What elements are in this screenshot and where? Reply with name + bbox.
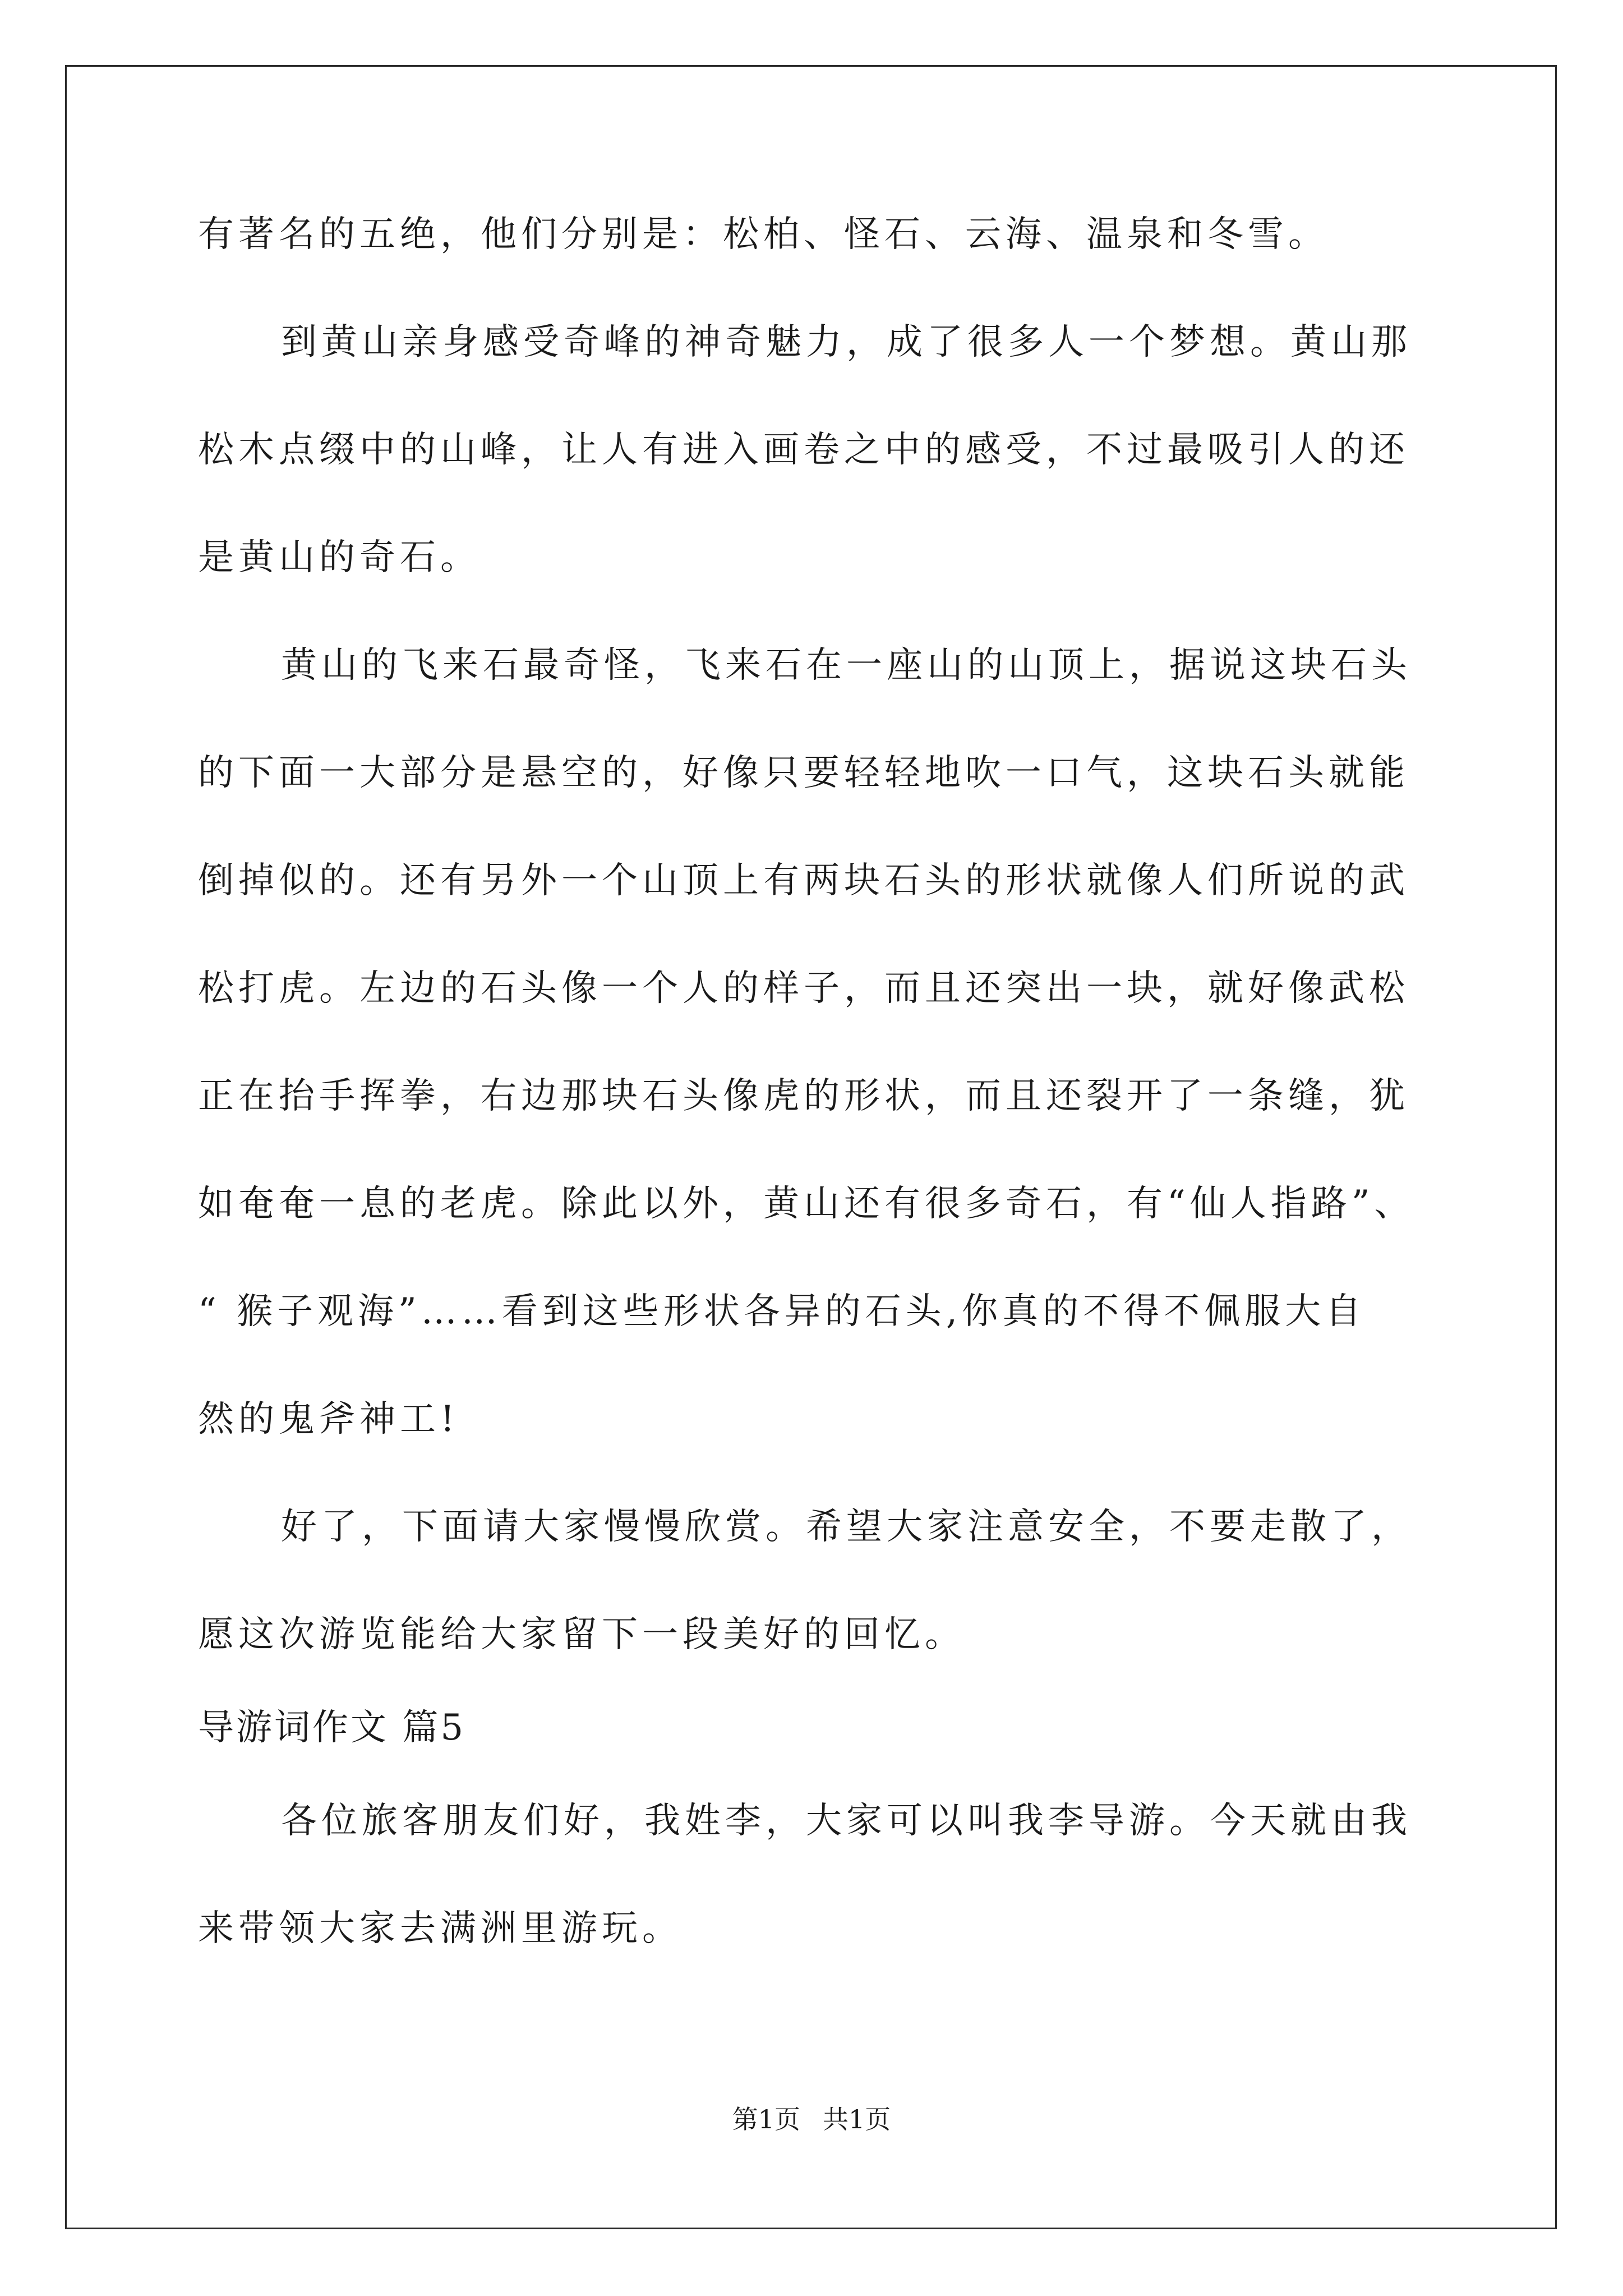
paragraph-line: “ 猴子观海”……看到这些形状各异的石头,你真的不得不佩服大自 — [198, 1291, 1366, 1332]
paragraph-line: 来带领大家去满洲里游玩。 — [198, 1908, 683, 1949]
paragraph-line: 如奄奄一息的老虎。除此以外，黄山还有很多奇石，有“仙人指路”、 — [198, 1183, 1415, 1225]
page-number: 第1页 — [732, 2104, 800, 2134]
paragraph-line: 然的鬼斧神工! — [198, 1398, 459, 1440]
paragraph-line: 各位旅客朋友们好，我姓李，大家可以叫我李导游。今天就由我 — [281, 1800, 1412, 1842]
paragraph-line: 黄山的飞来石最奇怪，飞来石在一座山的山顶上，据说这块石头 — [281, 645, 1412, 686]
paragraph-line: 正在抬手挥拳，右边那块石头像虎的形状，而且还裂开了一条缝，犹 — [198, 1075, 1409, 1117]
paragraph-line: 好了，下面请大家慢慢欣赏。希望大家注意安全，不要走散了， — [281, 1506, 1412, 1548]
paragraph-line: 的下面一大部分是悬空的，好像只要轻轻地吹一口气，这块石头就能 — [198, 752, 1409, 794]
page-footer — [0, 2102, 1623, 2136]
paragraph-line: 倒掉似的。还有另外一个山顶上有两块石头的形状就像人们所说的武 — [198, 860, 1409, 901]
paragraph-line: 是黄山的奇石。 — [198, 537, 481, 578]
paragraph-line: 愿这次游览能给大家留下一段美好的回忆。 — [198, 1614, 965, 1655]
paragraph-line: 到黄山亲身感受奇峰的神奇魅力，成了很多人一个梦想。黄山那 — [281, 321, 1412, 363]
paragraph-line: 松木点缀中的山峰，让人有进入画卷之中的感受，不过最吸引人的还 — [198, 429, 1409, 471]
paragraph-line: 松打虎。左边的石头像一个人的样子，而且还突出一块，就好像武松 — [198, 968, 1409, 1009]
paragraph-line: 有著名的五绝，他们分别是：松柏、怪石、云海、温泉和冬雪。 — [198, 214, 1329, 255]
page-total: 共1页 — [823, 2104, 891, 2134]
section-heading: 导游词作文 篇5 — [198, 1707, 466, 1749]
